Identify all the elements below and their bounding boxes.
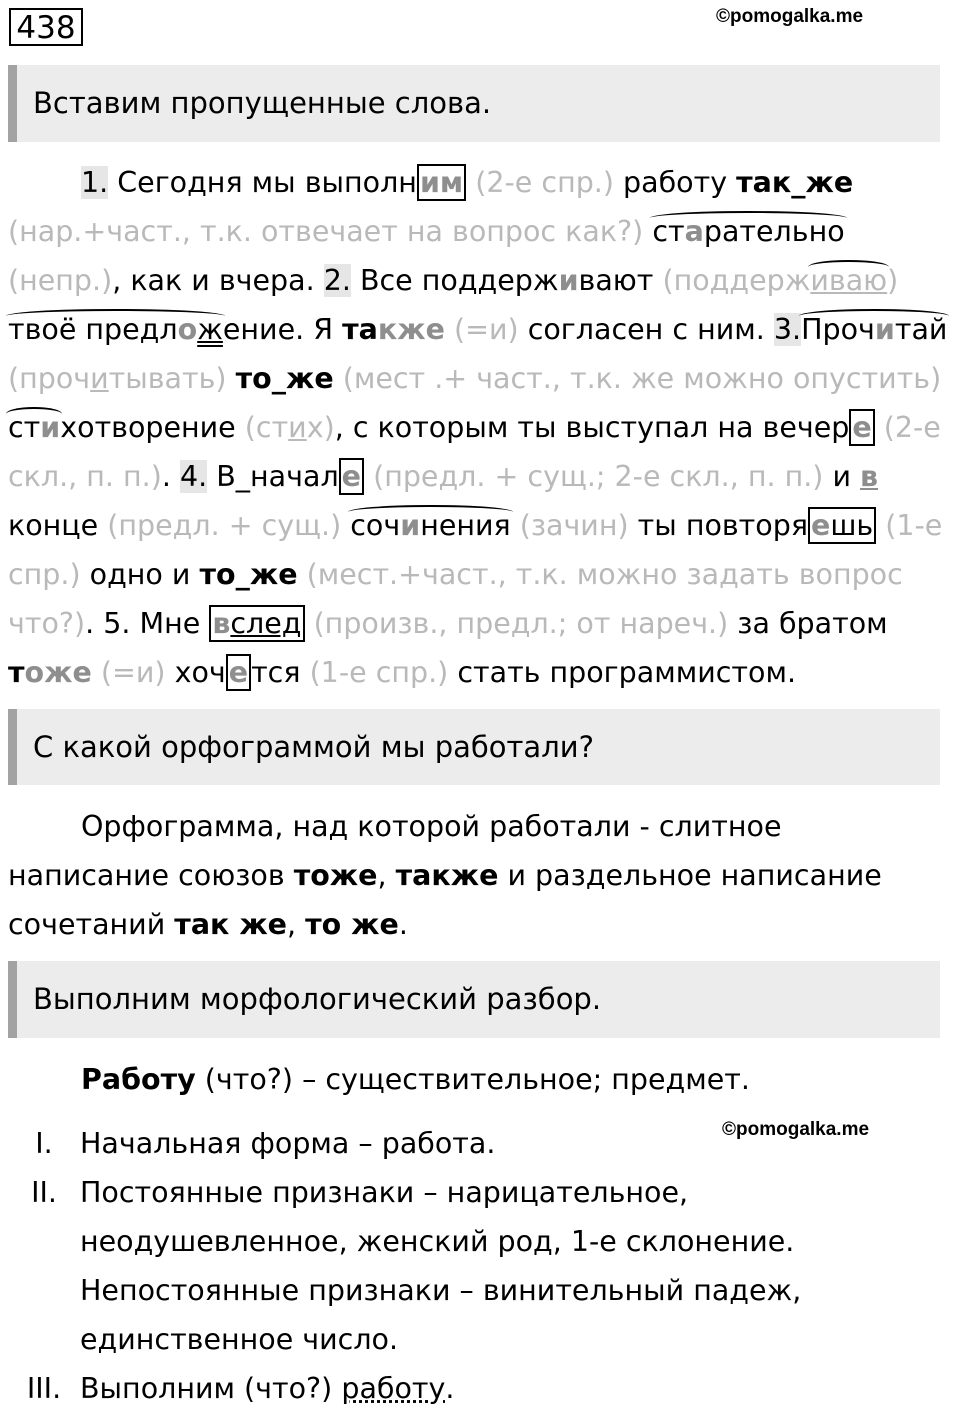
- bold-word: также: [395, 859, 499, 892]
- bold-word: то же: [305, 908, 399, 941]
- check-word-part: х): [306, 411, 335, 444]
- text-fragment: В: [207, 460, 236, 493]
- text-line-7: [8, 452, 952, 501]
- bold-word: же: [249, 558, 298, 591]
- dotted-underlined-word: работу: [341, 1372, 446, 1405]
- list-number-spacer: [8, 1217, 80, 1266]
- grammar-note: (мест.+част., т.к. можно задать вопрос: [306, 558, 903, 591]
- root-mark: [8, 403, 60, 452]
- check-word: [662, 264, 898, 297]
- highlighted-vowel: и: [558, 264, 579, 297]
- text-line-2: [8, 207, 952, 256]
- list-number: III.: [26, 1372, 62, 1405]
- list-number: I.: [35, 1127, 53, 1160]
- text-fragment: . 5. Мне: [85, 607, 201, 640]
- text-fragment: ,: [287, 908, 297, 941]
- bold-word: так же: [174, 908, 288, 941]
- gap-mark: _: [235, 558, 250, 591]
- text-fragment: Орфограмма, над которой работали - слитное: [81, 810, 782, 843]
- list-number-spacer: [8, 1266, 80, 1315]
- check-word-part: (поддерж: [662, 264, 811, 297]
- text-line-5: [8, 354, 952, 403]
- text-fragment: ты повторя: [637, 509, 808, 542]
- suffix-mark: иваю: [810, 256, 887, 305]
- exercise-number: 438: [9, 8, 83, 46]
- bold-word: то: [199, 558, 236, 591]
- grammar-note: что?): [8, 607, 86, 640]
- check-word-part: и: [90, 362, 109, 395]
- text-fragment: тся: [251, 656, 301, 689]
- list-number-spacer: [8, 1315, 80, 1364]
- answer-line-1: [8, 802, 952, 851]
- text-fragment: Проч: [801, 313, 875, 346]
- text-fragment: работу: [623, 166, 728, 199]
- text-line-11: [8, 648, 952, 697]
- check-word: [245, 411, 335, 444]
- gap-mark: _: [271, 362, 286, 395]
- double-underlined-letter: ж: [197, 313, 223, 346]
- answer-line-3: [8, 900, 952, 949]
- text-fragment: ение. Я: [222, 313, 343, 346]
- text-fragment: хотворение: [60, 411, 236, 444]
- check-word-part: (проч: [8, 362, 91, 395]
- text-fragment: .: [398, 908, 408, 941]
- gap-mark: _: [235, 460, 251, 493]
- boxed-ending: им: [417, 164, 466, 201]
- grammar-note: (предл. + сущ.): [107, 509, 342, 542]
- list-text: Постоянные признаки – нарицательное,: [80, 1176, 689, 1209]
- list-text: Непостоянные признаки – винительный падеж,: [80, 1274, 802, 1307]
- grammar-note: (2-е: [883, 411, 941, 444]
- grammar-note: (=и): [453, 313, 519, 346]
- grammar-note: (2-е спр.): [475, 166, 614, 199]
- text-fragment: хоч: [174, 656, 226, 689]
- bold-word: тоже: [293, 859, 378, 892]
- text-fragment: тай: [894, 313, 948, 346]
- text-line-6: [8, 403, 952, 452]
- check-word-part: и: [288, 411, 307, 444]
- grammar-note: спр.): [8, 558, 81, 591]
- text-fragment: стать программистом.: [457, 656, 797, 689]
- text-fragment: ст: [8, 411, 41, 444]
- watermark: ©pomogalka.me: [722, 1119, 870, 1140]
- text-fragment: ,: [377, 859, 387, 892]
- bold-part-grey: кже: [377, 313, 445, 346]
- text-fragment: конце: [8, 509, 99, 542]
- highlighted-vowel: и: [874, 313, 895, 346]
- list-text: единственное число.: [80, 1323, 399, 1356]
- text-fragment: и раздельное написание: [507, 859, 882, 892]
- morphology-intro: [8, 1055, 952, 1104]
- text-fragment: написание союзов: [8, 859, 285, 892]
- grammar-note: (нар.+част., т.к. отвечает на вопрос как?): [8, 215, 644, 248]
- grammar-note: (мест .+ част., т.к. же можно опустить): [342, 362, 942, 395]
- check-word: [8, 362, 227, 395]
- list-item: [8, 1168, 952, 1217]
- grammar-note: (1-е: [885, 509, 943, 542]
- sentence-number: 3.: [773, 313, 802, 346]
- text-fragment: шь: [830, 509, 874, 542]
- text-fragment: вают: [578, 264, 663, 297]
- text-fragment: одно и: [89, 558, 191, 591]
- text-fragment: сочетаний: [8, 908, 166, 941]
- list-item-continuation: [8, 1315, 952, 1364]
- text-fragment: нения: [420, 509, 511, 542]
- bold-word: так: [736, 166, 792, 199]
- highlighted-vowel: и: [40, 411, 61, 444]
- answer-line-2: [8, 851, 952, 900]
- check-word-part: тывать): [108, 362, 227, 395]
- grammar-note: (предл. + сущ.; 2-е скл., п. п.): [373, 460, 824, 493]
- root-mark: [801, 305, 947, 354]
- list-text: неодушевленное, женский род, 1-е склонение.: [80, 1225, 795, 1258]
- exercise-text: [8, 158, 952, 697]
- text-fragment: соч: [350, 509, 401, 542]
- intro-line: [8, 1055, 952, 1104]
- morphology-list: [8, 1119, 952, 1413]
- list-item-continuation: [8, 1266, 952, 1315]
- sentence-number: 4.: [179, 460, 208, 493]
- boxed-word: [209, 605, 304, 642]
- text-fragment: Выполним (что?): [80, 1372, 342, 1405]
- boxed-ending: е: [849, 409, 874, 446]
- list-item: [8, 1364, 952, 1413]
- bold-word: [8, 656, 92, 689]
- text-line-8: [8, 501, 952, 550]
- bold-word: же: [285, 362, 334, 395]
- list-number: II.: [31, 1176, 57, 1209]
- check-word-part: (ст: [244, 411, 289, 444]
- root-mark: [8, 305, 223, 354]
- text-fragment: Все поддерж: [350, 264, 559, 297]
- text-fragment: Сегодня мы выполн: [108, 166, 417, 199]
- boxed-ending: е: [226, 654, 251, 691]
- text-fragment: твоё предл: [8, 313, 178, 346]
- highlighted-vowel: а: [684, 215, 704, 248]
- bold-word: [342, 313, 445, 346]
- grammar-note: (произв., предл.; от нареч.): [313, 607, 729, 640]
- highlighted-vowel: е: [810, 509, 831, 542]
- underlined-preposition: в: [860, 460, 879, 493]
- text-fragment: (что?) – существительное; предмет.: [204, 1063, 750, 1096]
- root-mark: [350, 501, 510, 550]
- section-title-spelling: С какой орфограммой мы работали?: [8, 709, 940, 785]
- text-fragment: , как и вчера.: [112, 264, 324, 297]
- watermark: ©pomogalka.me: [716, 6, 864, 27]
- sentence-number: 2.: [323, 264, 351, 297]
- sentence-number: 1.: [81, 166, 109, 199]
- grammar-note: (=и): [100, 656, 166, 689]
- text-fragment: и: [832, 460, 851, 493]
- boxed-ending: [808, 507, 876, 544]
- text-line-10: [8, 599, 952, 648]
- check-word-part: ): [887, 264, 899, 297]
- bold-word: то: [235, 362, 272, 395]
- text-fragment: .: [445, 1372, 455, 1405]
- text-fragment: , с которым ты выступал на вечер: [334, 411, 850, 444]
- text-line-4: [8, 305, 952, 354]
- text-fragment: согласен с ним.: [527, 313, 765, 346]
- text-fragment: за братом: [737, 607, 888, 640]
- section-title-morphology: Выполним морфологический разбор.: [8, 961, 940, 1038]
- grammar-note: скл., п. п.): [8, 460, 162, 493]
- bold-part: та: [342, 313, 378, 346]
- analyzed-word: Работу: [81, 1063, 196, 1096]
- grammar-note: (зачин): [519, 509, 629, 542]
- text-fragment: начал: [250, 460, 339, 493]
- grammar-note: (непр.): [8, 264, 113, 297]
- text-fragment: рательно: [703, 215, 845, 248]
- text-line-1: [8, 158, 952, 207]
- root-mark: [652, 207, 844, 256]
- text-fragment: след: [230, 607, 302, 640]
- bold-word: же: [805, 166, 854, 199]
- prefix-letter: в: [212, 607, 231, 640]
- list-item: [8, 1119, 952, 1168]
- gap-mark: _: [791, 166, 806, 199]
- text-fragment: ст: [652, 215, 685, 248]
- boxed-ending: е: [339, 458, 364, 495]
- bold-part: т: [8, 656, 25, 689]
- text-line-3: [8, 256, 952, 305]
- list-item-continuation: [8, 1217, 952, 1266]
- spelling-answer: [8, 802, 952, 949]
- highlighted-vowel: о: [177, 313, 198, 346]
- text-fragment: .: [161, 460, 180, 493]
- text-line-9: [8, 550, 952, 599]
- section-title-insert-words: Вставим пропущенные слова.: [8, 65, 940, 142]
- list-text: Начальная форма – работа.: [80, 1127, 496, 1160]
- highlighted-vowel: и: [400, 509, 421, 542]
- list-text: [80, 1364, 454, 1413]
- grammar-note: (1-е спр.): [309, 656, 449, 689]
- bold-part-grey: оже: [24, 656, 92, 689]
